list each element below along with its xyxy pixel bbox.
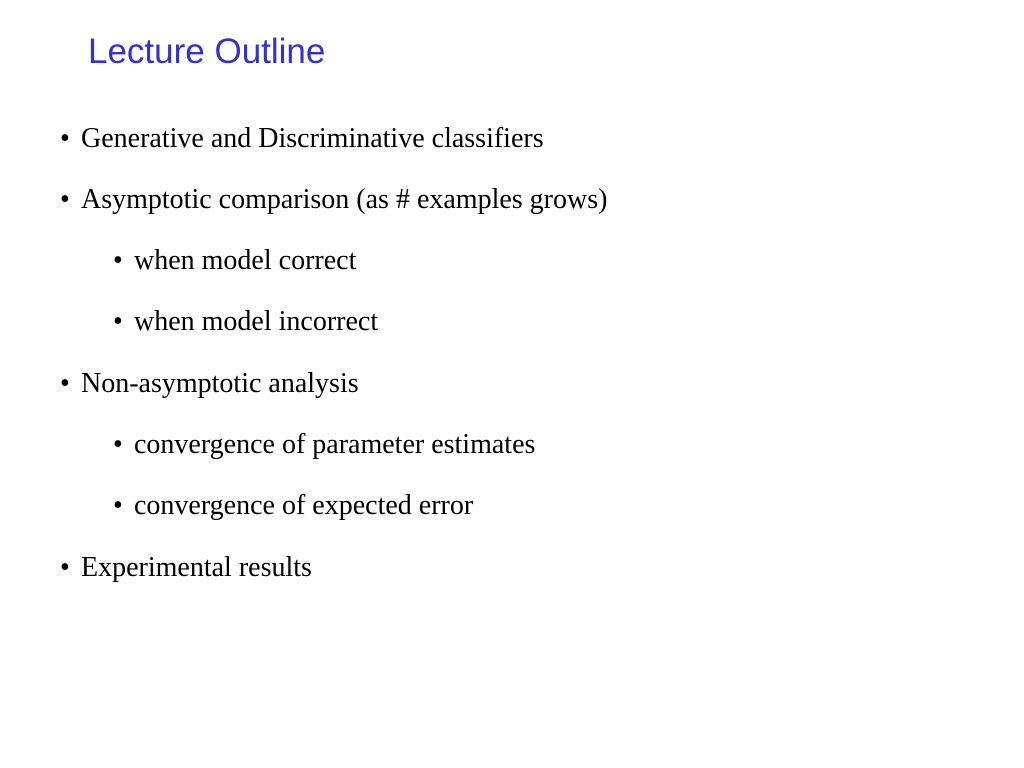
bullet-point-icon: • <box>60 552 70 583</box>
slide-title: Lecture Outline <box>88 32 326 71</box>
bullet-point-icon: • <box>60 184 70 215</box>
bullet-point-icon: • <box>113 306 123 337</box>
bullet-text: convergence of parameter estimates <box>134 429 536 460</box>
bullet-text: convergence of expected error <box>134 490 474 521</box>
bullet-point-icon: • <box>113 245 123 276</box>
bullet-item <box>60 367 359 401</box>
sub-bullet-item <box>113 305 378 339</box>
bullet-text: when model correct <box>134 245 357 276</box>
sub-bullet-item <box>113 244 356 278</box>
sub-bullet-item <box>113 428 535 462</box>
bullet-point-icon: • <box>113 490 123 521</box>
bullet-item <box>60 183 607 217</box>
bullet-point-icon: • <box>113 429 123 460</box>
bullet-item <box>60 122 544 156</box>
bullet-text: when model incorrect <box>134 306 379 337</box>
bullet-text: Generative and Discriminative classifiers <box>81 123 544 154</box>
bullet-point-icon: • <box>60 368 70 399</box>
bullet-item <box>60 551 312 585</box>
bullet-text: Experimental results <box>81 552 312 583</box>
bullet-text: Non-asymptotic analysis <box>81 368 359 399</box>
sub-bullet-item <box>113 489 473 523</box>
bullet-text: Asymptotic comparison (as # examples grows) <box>81 184 608 215</box>
bullet-point-icon: • <box>60 123 70 154</box>
